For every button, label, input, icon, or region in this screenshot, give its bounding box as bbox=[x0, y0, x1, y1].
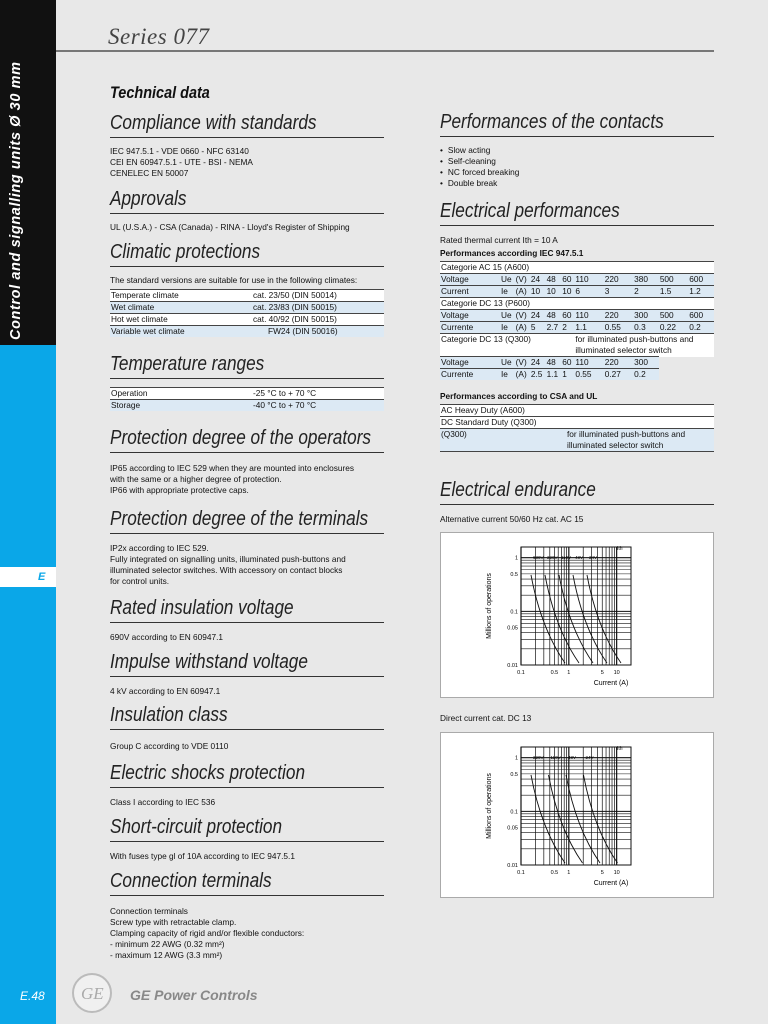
rated-current: Rated thermal current Ith = 10 A bbox=[440, 235, 558, 245]
row-cell: Ie bbox=[500, 369, 515, 381]
row-cell: 0.3 bbox=[633, 322, 659, 334]
short-circuit-section bbox=[110, 816, 384, 862]
row-cell: 2.5 bbox=[530, 369, 546, 381]
row-cell: 10 bbox=[530, 286, 546, 298]
section-title: Technical data bbox=[110, 83, 210, 102]
x-axis-label: Current (A) bbox=[593, 880, 629, 887]
row-cell: 24 bbox=[530, 357, 546, 369]
temp-value: -25 °C to + 70 °C bbox=[252, 388, 384, 400]
series-label: 220V bbox=[533, 755, 544, 760]
rule bbox=[110, 533, 384, 534]
dc13q-note: for illuminated push-buttons and bbox=[574, 334, 714, 346]
connection-heading: Connection terminals bbox=[110, 870, 272, 892]
rule bbox=[440, 504, 714, 505]
rule bbox=[110, 841, 384, 842]
dc-chart bbox=[440, 732, 714, 898]
ge-logo bbox=[72, 973, 112, 1013]
impulse-heading: Impulse withstand voltage bbox=[110, 651, 308, 673]
rated-insulation-heading: Rated insulation voltage bbox=[110, 597, 294, 619]
electrical-section bbox=[440, 200, 714, 452]
series-label: 630V bbox=[533, 555, 544, 560]
x-tick-label: 5 bbox=[600, 870, 604, 876]
impulse-text: 4 kV according to EN 60947.1 bbox=[110, 686, 221, 696]
row-cell: 0.55 bbox=[574, 369, 603, 381]
y-tick-label: 1 bbox=[514, 555, 518, 562]
climatic-table bbox=[110, 289, 384, 337]
series-label: 24V bbox=[585, 755, 594, 760]
page-number: E.48 bbox=[20, 989, 45, 1003]
endurance-section bbox=[440, 479, 714, 525]
row-cell: 0.55 bbox=[604, 322, 633, 334]
dc13p-voltage-row bbox=[440, 310, 714, 322]
rated-insulation-text: 690V according to EN 60947.1 bbox=[110, 632, 224, 642]
rule bbox=[110, 266, 384, 267]
dc13q-label: Categorie DC 13 (Q300) bbox=[440, 334, 574, 346]
csa-title: Performances according to CSA and UL bbox=[440, 391, 598, 401]
row-cell: 1.1 bbox=[546, 369, 562, 381]
y-tick-label: 0.01 bbox=[507, 863, 518, 869]
sidebar-vertical-title: Control and signalling units Ø 30 mm bbox=[8, 61, 24, 340]
q300-label: (Q300) bbox=[440, 429, 566, 441]
row-cell: 220 bbox=[604, 357, 633, 369]
approvals-heading: Approvals bbox=[110, 188, 187, 210]
climate-value: cat. 23/83 (DIN 50015) bbox=[252, 302, 384, 314]
climate-name: Temperate climate bbox=[110, 290, 252, 302]
compliance-line: CEI EN 60947.5.1 - UTE - BSI - NEMA bbox=[110, 157, 253, 167]
compliance-line: CENELEC EN 50007 bbox=[110, 168, 189, 178]
row-cell: 6 bbox=[574, 286, 603, 298]
row-cell: 300 bbox=[633, 357, 659, 369]
series-label: 110V bbox=[550, 755, 561, 760]
contacts-item: • Slow acting bbox=[440, 145, 714, 156]
approvals-text: UL (U.S.A.) - CSA (Canada) - RINA - Lloyd's Register of Shipping bbox=[110, 222, 350, 232]
row-cell: 5 bbox=[530, 322, 546, 334]
connection-line: - maximum 12 AWG (3.3 mm²) bbox=[110, 950, 223, 960]
row-label: Voltage bbox=[440, 357, 500, 369]
row-cell: Ie bbox=[500, 322, 515, 334]
climate-name: Hot wet climate bbox=[110, 314, 252, 326]
series-title: Series 077 bbox=[108, 24, 210, 49]
rule bbox=[110, 622, 384, 623]
rule bbox=[110, 787, 384, 788]
series-label: 220V bbox=[547, 555, 558, 560]
ge-logo-text: GE bbox=[81, 984, 104, 1003]
row-cell: 1.2 bbox=[688, 286, 714, 298]
rule bbox=[440, 136, 714, 137]
x-tick-label: 1 bbox=[567, 870, 571, 876]
brand-name: GE Power Controls bbox=[130, 987, 258, 1003]
temperature-section bbox=[110, 353, 384, 411]
row-cell: 220 bbox=[604, 274, 633, 286]
dc13q-current-row bbox=[440, 369, 714, 381]
row-cell: 2 bbox=[633, 286, 659, 298]
connection-line: - minimum 22 AWG (0.32 mm²) bbox=[110, 939, 225, 949]
approvals-section bbox=[110, 188, 384, 233]
row-label: Current bbox=[440, 286, 500, 298]
contacts-heading: Performances of the contacts bbox=[440, 111, 664, 133]
row-cell: (V) bbox=[515, 310, 530, 322]
row-cell: (A) bbox=[515, 369, 530, 381]
prot-terminals-section bbox=[110, 508, 384, 587]
dc13q-voltage-row bbox=[440, 357, 714, 369]
row-label: Voltage bbox=[440, 310, 500, 322]
y-axis-label: Millions of operations bbox=[486, 773, 493, 839]
row-cell: Ue bbox=[500, 357, 515, 369]
prot-terminals-line: illuminated selector switches. With accessory on contact blocks bbox=[110, 565, 343, 575]
ac-caption: Alternative current 50/60 Hz cat. AC 15 bbox=[440, 514, 584, 524]
x-tick-label: 0.1 bbox=[517, 870, 525, 876]
ac-chart bbox=[440, 532, 714, 698]
header-rule bbox=[56, 50, 714, 52]
y-tick-label: 0.5 bbox=[510, 571, 518, 578]
y-tick-label: 0.5 bbox=[510, 771, 518, 778]
short-circuit-heading: Short-circuit protection bbox=[110, 816, 283, 838]
rule bbox=[110, 213, 384, 214]
x-tick-label: 0.5 bbox=[550, 670, 559, 676]
row-cell: 600 bbox=[688, 274, 714, 286]
series-label: 48V bbox=[575, 555, 584, 560]
ac15-label: Categorie AC 15 (A600) bbox=[440, 262, 714, 274]
temp-label: Operation bbox=[110, 388, 252, 400]
climate-value: FW24 (DIN 50016) bbox=[252, 326, 384, 338]
row-cell: 0.27 bbox=[604, 369, 633, 381]
row-cell: 500 bbox=[659, 310, 688, 322]
prot-operators-line: IP66 with appropriate protective caps. bbox=[110, 485, 249, 495]
contacts-item: • Self-cleaning bbox=[440, 156, 714, 167]
row-cell: (A) bbox=[515, 322, 530, 334]
q300-note: illuminated selector switch bbox=[566, 440, 714, 452]
iec-title: Performances according IEC 947.5.1 bbox=[440, 248, 584, 258]
row-cell: 220 bbox=[604, 310, 633, 322]
impulse-section bbox=[110, 651, 384, 697]
rule bbox=[110, 676, 384, 677]
row-cell: (A) bbox=[515, 286, 530, 298]
temp-value: -40 °C to + 70 °C bbox=[252, 400, 384, 412]
section-tab: E bbox=[0, 567, 56, 587]
row-cell: Ie bbox=[500, 286, 515, 298]
ac-chart-svg bbox=[441, 533, 713, 697]
insulation-class-text: Group C according to VDE 0110 bbox=[110, 741, 229, 751]
dc13p-label: Categorie DC 13 (P600) bbox=[440, 298, 714, 310]
row-cell: 2.7 bbox=[546, 322, 562, 334]
series-label: 48V bbox=[568, 755, 577, 760]
csa-table bbox=[440, 404, 714, 452]
rule bbox=[110, 895, 384, 896]
insulation-class-section bbox=[110, 704, 384, 752]
row-cell: 0.22 bbox=[659, 322, 688, 334]
row-cell: 1.1 bbox=[574, 322, 603, 334]
x-tick-label: 1 bbox=[567, 670, 571, 676]
prot-terminals-line: for control units. bbox=[110, 576, 170, 586]
contacts-item: • Double break bbox=[440, 178, 714, 189]
row-cell: 500 bbox=[659, 274, 688, 286]
row-cell: 1.5 bbox=[659, 286, 688, 298]
ith-label: Ith bbox=[617, 746, 623, 752]
rated-insulation-section bbox=[110, 597, 384, 643]
climate-value: cat. 40/92 (DIN 50015) bbox=[252, 314, 384, 326]
row-cell: 24 bbox=[530, 310, 546, 322]
ac15-voltage-row bbox=[440, 274, 714, 286]
temperature-heading: Temperature ranges bbox=[110, 353, 265, 375]
row-cell: 2 bbox=[561, 322, 574, 334]
row-cell: Ue bbox=[500, 274, 515, 286]
series-label: 110V bbox=[561, 555, 572, 560]
connection-line: Connection terminals bbox=[110, 906, 188, 916]
compliance-line: IEC 947.5.1 - VDE 0660 - NFC 63140 bbox=[110, 146, 249, 156]
connection-line: Clamping capacity of rigid and/or flexible conductors: bbox=[110, 928, 305, 938]
prot-terminals-heading: Protection degree of the terminals bbox=[110, 508, 369, 530]
csa-row: AC Heavy Duty (A600) bbox=[440, 405, 714, 417]
y-tick-label: 0.1 bbox=[510, 609, 518, 616]
y-tick-label: 0.01 bbox=[507, 663, 518, 669]
dc13q-note: illuminated selector switch bbox=[574, 345, 714, 357]
row-cell: 24 bbox=[530, 274, 546, 286]
row-cell: 48 bbox=[546, 357, 562, 369]
row-cell: 10 bbox=[546, 286, 562, 298]
row-cell: 0.2 bbox=[688, 322, 714, 334]
x-tick-label: 5 bbox=[600, 670, 604, 676]
climate-value: cat. 23/50 (DIN 50014) bbox=[252, 290, 384, 302]
electrical-heading: Electrical performances bbox=[440, 200, 620, 222]
y-tick-label: 0.05 bbox=[507, 825, 518, 832]
dc13p-current-row bbox=[440, 322, 714, 334]
electric-shocks-section bbox=[110, 762, 384, 808]
y-tick-label: 1 bbox=[514, 755, 518, 762]
row-cell: 48 bbox=[546, 274, 562, 286]
x-axis-label: Current (A) bbox=[593, 680, 629, 687]
compliance-heading: Compliance with standards bbox=[110, 112, 317, 134]
rule bbox=[440, 225, 714, 226]
row-label: Voltage bbox=[440, 274, 500, 286]
climatic-intro: The standard versions are suitable for use in the following climates: bbox=[110, 275, 358, 285]
prot-operators-section bbox=[110, 427, 384, 496]
row-cell: 110 bbox=[574, 357, 603, 369]
temp-label: Storage bbox=[110, 400, 252, 412]
connection-section bbox=[110, 870, 384, 961]
short-circuit-text: With fuses type gl of 10A according to IEC 947.5.1 bbox=[110, 851, 295, 861]
row-cell: 600 bbox=[688, 310, 714, 322]
iec-table bbox=[440, 261, 714, 380]
climatic-heading: Climatic protections bbox=[110, 241, 261, 263]
row-label: Currente bbox=[440, 369, 500, 381]
row-cell: 60 bbox=[561, 310, 574, 322]
electric-shocks-text: Class I according to IEC 536 bbox=[110, 797, 216, 807]
ith-label: Ith bbox=[617, 546, 623, 552]
row-cell: 0.2 bbox=[633, 369, 659, 381]
x-tick-label: 10 bbox=[613, 870, 620, 876]
endurance-heading: Electrical endurance bbox=[440, 479, 596, 501]
prot-operators-line: with the same or a higher degree of protection. bbox=[110, 474, 282, 484]
row-cell: 10 bbox=[561, 286, 574, 298]
sidebar-blue-band bbox=[0, 345, 56, 1024]
row-cell: 110 bbox=[574, 310, 603, 322]
prot-terminals-line: IP2x according to IEC 529. bbox=[110, 543, 209, 553]
q300-note: for illuminated push-buttons and bbox=[566, 429, 714, 441]
rule bbox=[110, 378, 384, 379]
x-tick-label: 0.5 bbox=[550, 870, 559, 876]
row-cell: (V) bbox=[515, 357, 530, 369]
row-cell: 60 bbox=[561, 357, 574, 369]
prot-operators-heading: Protection degree of the operators bbox=[110, 427, 372, 449]
row-label: Currente bbox=[440, 322, 500, 334]
insulation-class-heading: Insulation class bbox=[110, 704, 228, 726]
temperature-table bbox=[110, 387, 384, 411]
y-tick-label: 0.1 bbox=[510, 809, 518, 816]
row-cell: 110 bbox=[574, 274, 603, 286]
prot-operators-line: IP65 according to IEC 529 when they are mounted into enclosures bbox=[110, 463, 354, 473]
y-tick-label: 0.05 bbox=[507, 625, 518, 632]
electric-shocks-heading: Electric shocks protection bbox=[110, 762, 306, 784]
contacts-section bbox=[440, 111, 714, 189]
ac15-current-row bbox=[440, 286, 714, 298]
row-cell: 3 bbox=[604, 286, 633, 298]
climate-name: Wet climate bbox=[110, 302, 252, 314]
connection-line: Screw type with retractable clamp. bbox=[110, 917, 237, 927]
rule bbox=[110, 137, 384, 138]
dc-chart-svg bbox=[441, 733, 713, 897]
csa-row: DC Standard Duty (Q300) bbox=[440, 417, 714, 429]
x-tick-label: 10 bbox=[613, 670, 620, 676]
prot-terminals-line: Fully integrated on signalling units, illuminated push-buttons and bbox=[110, 554, 346, 564]
y-axis-label: Millions of operations bbox=[486, 573, 493, 639]
compliance-section bbox=[110, 112, 384, 179]
rule bbox=[110, 452, 384, 453]
row-cell: 380 bbox=[633, 274, 659, 286]
contacts-item: • NC forced breaking bbox=[440, 167, 714, 178]
contacts-list bbox=[440, 145, 714, 189]
climatic-section bbox=[110, 241, 384, 337]
climate-name: Variable wet climate bbox=[110, 326, 252, 338]
row-cell: 300 bbox=[633, 310, 659, 322]
row-cell: Ue bbox=[500, 310, 515, 322]
series-label: 24V bbox=[589, 555, 598, 560]
rule bbox=[110, 729, 384, 730]
row-cell: 48 bbox=[546, 310, 562, 322]
dc-caption: Direct current cat. DC 13 bbox=[440, 713, 532, 723]
row-cell: 60 bbox=[561, 274, 574, 286]
x-tick-label: 0.1 bbox=[517, 670, 525, 676]
row-cell: 1 bbox=[561, 369, 574, 381]
row-cell: (V) bbox=[515, 274, 530, 286]
